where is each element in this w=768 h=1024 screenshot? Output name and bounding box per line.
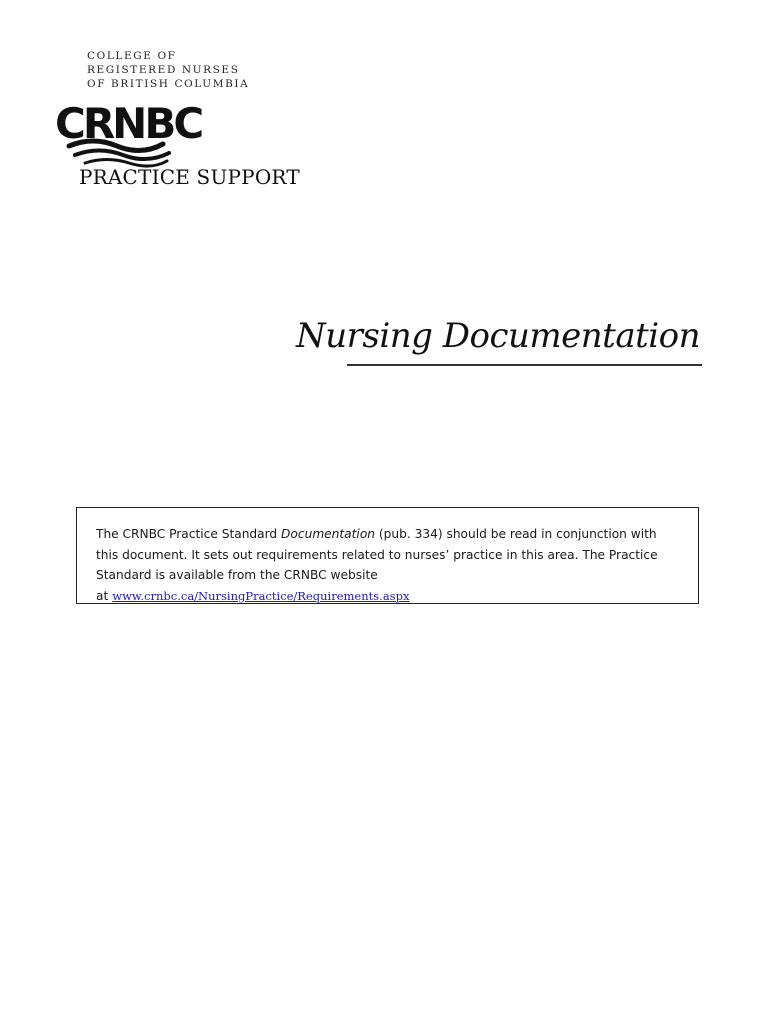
organization-name [87, 49, 249, 91]
website-link[interactable]: www.crnbc.ca/NursingPractice/Requirements.aspx [112, 588, 410, 603]
title-underline [347, 364, 702, 366]
org-name-line-1: COLLEGE OF [87, 50, 177, 62]
org-name-line-2: REGISTERED NURSES [87, 64, 240, 76]
notice-box [76, 507, 699, 604]
notice-text-start: The CRNBC Practice Standard [96, 527, 282, 541]
notice-text-end: (pub. 334) should be read in conjunction with this document. It sets out requirements related to nurses’ practice in this area. The Practice Standard is available from the CRNBC website at [96, 527, 658, 603]
logo-wordmark: CRNBC [55, 99, 202, 148]
org-name-line-3: OF BRITISH COLUMBIA [87, 78, 250, 90]
logo-wave-2 [75, 151, 169, 160]
crnbc-logo [55, 98, 210, 168]
document-title: Nursing Documentation [296, 316, 700, 356]
section-label: PRACTICE SUPPORT [79, 165, 300, 189]
practice-standard-name: Documentation [281, 527, 376, 541]
